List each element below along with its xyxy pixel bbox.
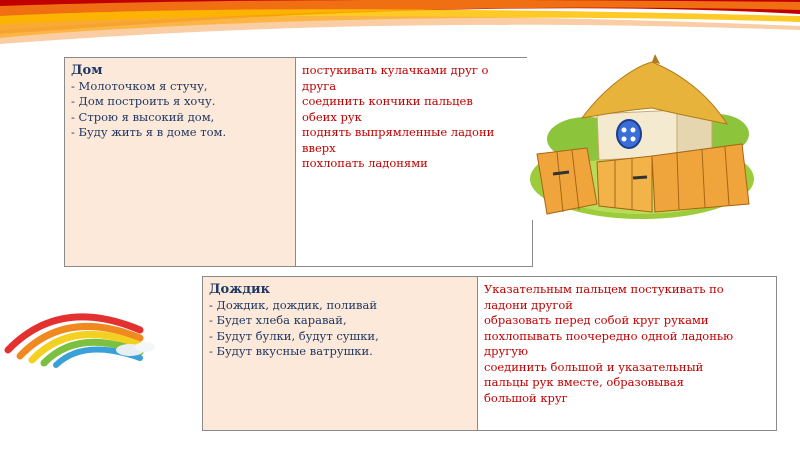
house-rhyme-table [64, 57, 533, 267]
rain-action-line: Указательным пальцем постукивать по [484, 282, 724, 296]
rain-action-line: пальцы рук вместе, образовывая [484, 375, 684, 389]
rain-rhyme-line: - Будут вкусные ватрушки. [209, 344, 373, 358]
house-rhyme-line: - Строю я высокий дом, [71, 109, 215, 124]
rain-rhyme-table [202, 276, 777, 431]
house-rhyme-line: - Буду жить я в доме том. [71, 125, 227, 139]
house-action-line: соединить кончики пальцев [302, 94, 473, 108]
rain-rhyme-line: - Дождик, дождик, поливай [209, 297, 378, 312]
house-action-line: похлопать ладонями [302, 156, 428, 170]
rain-action-line: большой круг [484, 390, 568, 405]
house-illustration-icon [527, 44, 757, 220]
rain-rhyme-line: - Будут булки, будут сушки, [209, 328, 379, 343]
rain-action-line: соединить большой и указательный [484, 359, 704, 374]
house-rhyme-line: - Дом построить я хочу. [71, 94, 216, 108]
house-rhyme-cell [65, 58, 296, 267]
rain-action-line: другую [484, 344, 529, 358]
rain-action-line: образовать перед собой круг руками [484, 313, 709, 327]
house-title: Дом [71, 63, 103, 78]
house-action-line: друга [302, 78, 337, 93]
top-swoosh-decor [0, 0, 800, 50]
rain-action-line: похлопывать поочередно одной ладонью [484, 328, 734, 343]
rainbow-icon [0, 300, 160, 370]
house-action-line: поднять выпрямленные ладони [302, 125, 495, 139]
house-action-line: обеих рук [302, 109, 362, 124]
house-action-line: вверх [302, 140, 336, 155]
rain-title: Дождик [209, 282, 271, 297]
house-rhyme-line: - Молоточком я стучу, [71, 78, 208, 93]
rain-rhyme-cell [203, 277, 478, 431]
house-action-line: постукивать кулачками друг о [302, 63, 489, 77]
rain-actions-cell [478, 277, 777, 431]
rain-rhyme-line: - Будет хлеба каравай, [209, 313, 347, 327]
house-actions-cell [296, 58, 533, 267]
rain-action-line: ладони другой [484, 297, 573, 312]
